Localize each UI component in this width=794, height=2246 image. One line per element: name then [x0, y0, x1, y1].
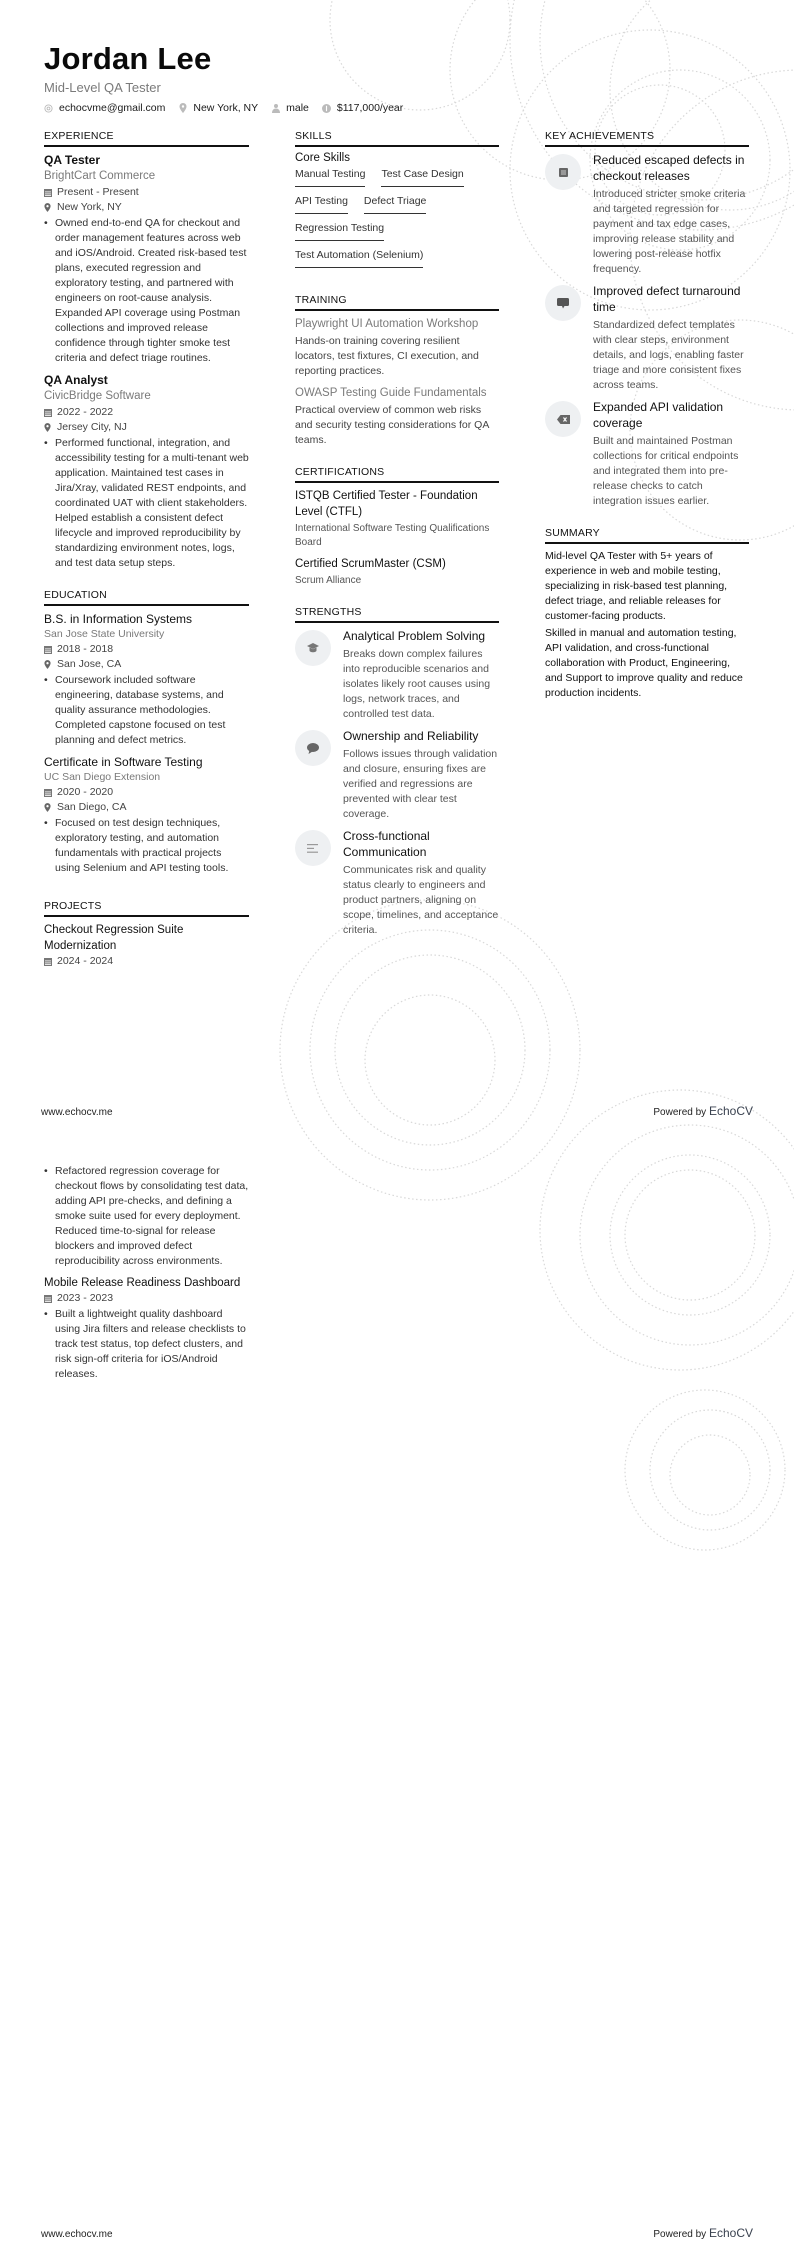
- training-description: Hands-on training covering resilient locators, test fixtures, CI execution, and reporting practices.: [295, 335, 479, 377]
- location: San Diego, CA: [44, 800, 249, 815]
- achievements-section: [545, 130, 749, 509]
- company-name: BrightCart Commerce: [44, 170, 156, 182]
- left-column: [44, 130, 249, 987]
- calendar-icon: [44, 645, 54, 654]
- experience-section: [44, 130, 249, 571]
- location-pin-icon: [44, 660, 54, 669]
- strength-description: Breaks down complex failures into reproducible scenarios and isolates likely root causes using logs, network traces, and controlled test data.: [343, 648, 491, 720]
- backspace-icon: [545, 401, 581, 437]
- bullet-dot-icon: •: [44, 674, 48, 686]
- resume-page-1: [0, 0, 794, 1122]
- left-column-continued: [44, 1163, 249, 1388]
- education-entry: [44, 611, 249, 748]
- company-name: CivicBridge Software: [44, 390, 151, 402]
- calendar-icon: [44, 788, 54, 797]
- date-range: Present - Present: [44, 185, 249, 200]
- degree-title: B.S. in Information Systems: [44, 612, 193, 626]
- page-footer: [41, 1104, 753, 1118]
- project-title: Checkout Regression Suite Modernization: [44, 924, 184, 952]
- middle-column: [295, 130, 499, 956]
- skill-tag: Regression Testing: [295, 222, 384, 241]
- date-range: 2022 - 2022: [44, 405, 249, 420]
- education-entry: [44, 754, 249, 876]
- achievement-title: Reduced escaped defects in checkout releases: [593, 153, 745, 183]
- project-entry-continued: [44, 1164, 249, 1269]
- project-title: Mobile Release Readiness Dashboard: [44, 1277, 241, 1289]
- right-column: [545, 130, 749, 719]
- bullet-dot-icon: •: [44, 437, 48, 449]
- bullet-dot-icon: •: [44, 217, 48, 229]
- calendar-icon: [44, 1294, 54, 1303]
- location-pin-icon: [44, 803, 54, 812]
- bullet-point: • Refactored regression coverage for checkout flows by consolidating test data, adding API pre-checks, and defining a smoke suite used for every deployment. Reduced time-to-signal for release blockers and improved defect reproducibility across environments.: [44, 1165, 249, 1267]
- strength-description: Follows issues through validation and closure, ensuring fixes are verified and regressions are prevented with clear test coverage.: [343, 748, 498, 820]
- section-heading: PROJECTS: [44, 900, 249, 917]
- experience-entry: [44, 152, 249, 366]
- at-icon: [44, 104, 53, 113]
- powered-by: Powered by EchoCV: [653, 2226, 753, 2240]
- education-section: [44, 589, 249, 876]
- bullet-point: • Focused on test design techniques, exploratory testing, and automation fundamentals with practical projects using Selenium and API testing tools.: [44, 817, 229, 874]
- location: New York, NY: [44, 200, 249, 215]
- bullet-dot-icon: •: [44, 817, 48, 829]
- strength-description: Communicates risk and quality status clearly to engineers and product partners, aligning on scope, timelines, and acceptance criteria.: [343, 864, 499, 936]
- resume-header: [44, 42, 416, 114]
- bullet-point: • Owned end-to-end QA for checkout and order management features across web and iOS/Android. Created risk-based test plans, executed regression and exploratory testing, and partnered with engineers on root-cause analysis. Expanded API coverage using Postman collections and improved release confidence through tighter smoke test criteria and defect triage routines.: [44, 217, 247, 364]
- achievement-description: Built and maintained Postman collections for critical endpoints and integrated them into pre-release checks to catch integration issues earlier.: [593, 435, 739, 507]
- certification-title: ISTQB Certified Tester - Foundation Level (CTFL): [295, 490, 478, 518]
- chip-icon: [545, 154, 581, 190]
- projects-section: [44, 900, 249, 969]
- strengths-section: [295, 606, 499, 938]
- calendar-icon: [44, 957, 54, 966]
- contact-email[interactable]: echocvme@gmail.com: [44, 102, 165, 114]
- contact-salary: $117,000/year: [322, 102, 403, 114]
- person-icon: [271, 104, 280, 113]
- bullet-point: • Coursework included software engineering, database systems, and quality assurance methodologies. Completed capstone focused on test planning and defect metrics.: [44, 674, 226, 746]
- certification-title: Certified ScrumMaster (CSM): [295, 558, 446, 570]
- skill-tag: Defect Triage: [364, 195, 426, 214]
- graduation-cap-icon: [295, 630, 331, 666]
- section-heading: STRENGTHS: [295, 606, 499, 623]
- website-link[interactable]: www.echocv.me: [41, 1107, 113, 1118]
- date-range: 2020 - 2020: [44, 785, 249, 800]
- bullet-dot-icon: •: [44, 1308, 48, 1320]
- powered-by: Powered by EchoCV: [653, 1104, 753, 1118]
- contact-gender: male: [271, 102, 309, 114]
- location-pin-icon: [178, 104, 187, 113]
- achievement-title: Improved defect turnaround time: [593, 284, 741, 314]
- website-link[interactable]: www.echocv.me: [41, 2229, 113, 2240]
- section-heading: KEY ACHIEVEMENTS: [545, 130, 749, 147]
- experience-entry: [44, 372, 249, 571]
- certifications-section: [295, 466, 499, 588]
- skill-tag: API Testing: [295, 195, 348, 214]
- location: Jersey City, NJ: [44, 420, 249, 435]
- achievement-item: [545, 152, 749, 277]
- summary-paragraph: Skilled in manual and automation testing, API validation, and cross-functional collaboration with Product, Engineering, and Support to improve quality and reduce production incidents.: [545, 627, 743, 699]
- achievement-item: [545, 283, 749, 393]
- summary-section: [545, 527, 749, 701]
- training-description: Practical overview of common web risks and security testing considerations for QA teams.: [295, 404, 489, 446]
- training-title: Playwright UI Automation Workshop: [295, 318, 479, 330]
- date-range: 2024 - 2024: [44, 954, 249, 969]
- message-icon: [545, 285, 581, 321]
- job-title: QA Analyst: [44, 373, 108, 387]
- section-heading: TRAINING: [295, 294, 499, 311]
- location-pin-icon: [44, 423, 54, 432]
- align-left-icon: [295, 830, 331, 866]
- section-heading: SKILLS: [295, 130, 499, 147]
- date-range: 2023 - 2023: [44, 1291, 249, 1306]
- location-pin-icon: [44, 203, 54, 212]
- candidate-name: Jordan Lee: [44, 41, 212, 76]
- training-title: OWASP Testing Guide Fundamentals: [295, 387, 487, 399]
- dollar-coin-icon: [322, 104, 331, 113]
- training-section: [295, 294, 499, 448]
- calendar-icon: [44, 188, 54, 197]
- skill-tag: Test Automation (Selenium): [295, 249, 423, 268]
- contact-row: [44, 102, 416, 114]
- certification-issuer: Scrum Alliance: [295, 575, 362, 586]
- section-heading: EDUCATION: [44, 589, 249, 606]
- bullet-point: • Performed functional, integration, and accessibility testing for a multi-tenant web application. Maintained test cases in Jira/Xray, validated REST endpoints, and coordinated UAT with client stakeholders. Helped establish a consistent defect lifecycle and improved reproducibility by standardizing environment notes, logs, and test data setup steps.: [44, 437, 249, 569]
- skill-tag: Manual Testing: [295, 168, 365, 187]
- school-name: UC San Diego Extension: [44, 771, 161, 783]
- skills-section: [295, 130, 499, 276]
- degree-title: Certificate in Software Testing: [44, 755, 203, 769]
- bullet-point: • Built a lightweight quality dashboard using Jira filters and release checklists to track test status, top defect clusters, and risk sign-off criteria for iOS/Android releases.: [44, 1308, 246, 1380]
- job-title: QA Tester: [44, 153, 101, 167]
- section-heading: EXPERIENCE: [44, 130, 249, 147]
- location: San Jose, CA: [44, 657, 249, 672]
- strength-item: [295, 828, 499, 938]
- skill-tags: [295, 168, 499, 276]
- strength-title: Ownership and Reliability: [343, 729, 479, 743]
- achievement-title: Expanded API validation coverage: [593, 400, 724, 430]
- strength-title: Analytical Problem Solving: [343, 629, 486, 643]
- school-name: San Jose State University: [44, 628, 165, 640]
- section-heading: CERTIFICATIONS: [295, 466, 499, 483]
- strength-item: [295, 628, 499, 722]
- brand-link[interactable]: EchoCV: [708, 2226, 753, 2240]
- project-entry: [44, 1275, 249, 1382]
- brand-link[interactable]: EchoCV: [708, 1104, 753, 1118]
- calendar-icon: [44, 408, 54, 417]
- achievement-description: Introduced stricter smoke criteria and targeted regression for payment and tax edge cases, improving release stability and lowering post-release hotfix frequency.: [593, 188, 746, 275]
- contact-location: New York, NY: [178, 102, 258, 114]
- skill-group-title: Core Skills: [295, 152, 350, 164]
- strength-title: Cross-functional Communication: [343, 829, 430, 859]
- achievement-item: [545, 399, 749, 509]
- resume-page-2: [0, 1123, 794, 2246]
- summary-paragraph: Mid-level QA Tester with 5+ years of experience in web and mobile testing, specializing in risk-based test planning, defect triage, and reliable releases for customer-facing products.: [545, 550, 728, 622]
- project-entry: [44, 922, 249, 969]
- date-range: 2018 - 2018: [44, 642, 249, 657]
- strength-item: [295, 728, 499, 822]
- section-heading: SUMMARY: [545, 527, 749, 544]
- skill-tag: Test Case Design: [381, 168, 463, 187]
- certification-issuer: International Software Testing Qualifications Board: [295, 523, 490, 548]
- achievement-description: Standardized defect templates with clear steps, environment details, and logs, enabling faster triage and more consistent fixes across teams.: [593, 319, 744, 391]
- chat-bubble-icon: [295, 730, 331, 766]
- candidate-title: Mid-Level QA Tester: [44, 80, 161, 95]
- bullet-dot-icon: •: [44, 1165, 48, 1177]
